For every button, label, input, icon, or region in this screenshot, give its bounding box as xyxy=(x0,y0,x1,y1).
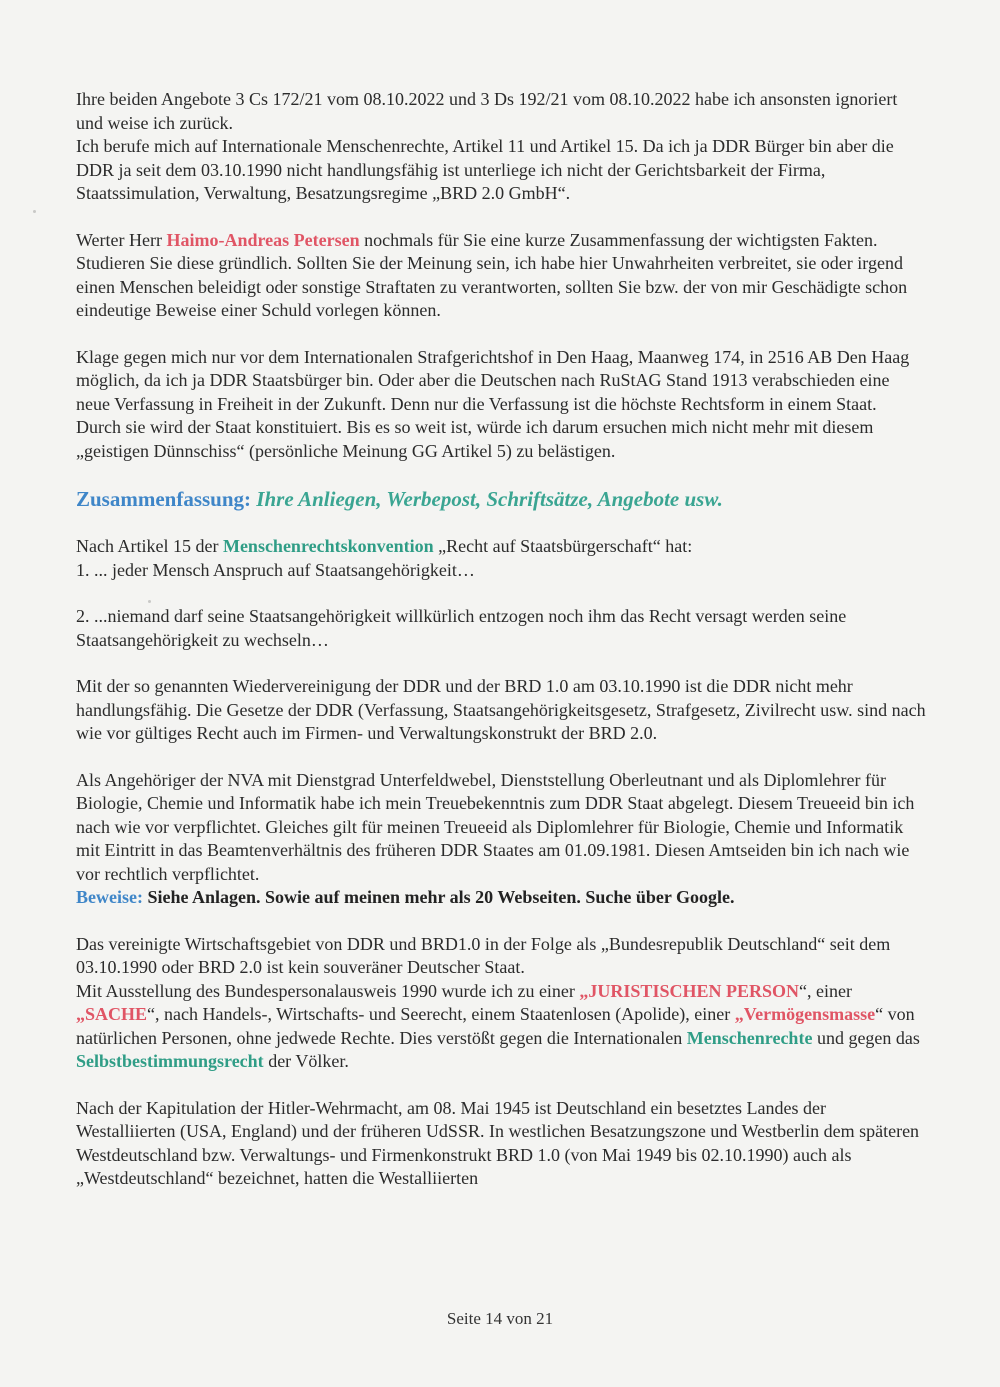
page-number: Seite 14 von 21 xyxy=(446,1309,554,1328)
evidence-text: Siehe Anlagen. Sowie auf meinen mehr als 20 Webseiten. Suche über Google. xyxy=(142,887,735,907)
paragraph-text: Mit Ausstellung des Bundespersonalausweis 1990 wurde ich zu einer xyxy=(76,980,580,1001)
paragraph-court: Klage gegen mich nur vor dem Internationalen Strafgerichtshof in Den Haag, Maanweg 174, in 2516 AB Den Haag möglich, da ich ja DDR Staatsbürger bin. Oder aber die Deutschen nach RuStAG Stand 1913 verabschieden eine neue Verfassung in Freiheit in der Zukunft. Denn nur die Verfassung ist die höchste Rechtsform in einem Staat. Durch sie wird der Staat konstituiert. Bis es so weit ist, würde ich darum ersuchen mich nicht mehr mit diesem „geistigen Dünnschiss“ (persönliche Meinung GG Artikel 5) zu belästigen. xyxy=(76,346,910,461)
heading-label: Zusammenfassung: xyxy=(76,487,252,511)
paragraph-text: “, nach Handels-, Wirtschafts- und Seerecht, einem Staatenlosen (Apolide), einer xyxy=(147,1004,735,1024)
paragraph-reunification: Mit der so genannten Wiedervereinigung der DDR und der BRD 1.0 am 03.10.1990 ist die DDR nicht mehr handlungsfähig. Die Gesetze der DDR (Verfassung, Staatsangehörigkeitsgesetz, Strafgesetz, Zivilrecht usw. sind nach wie vor gültiges Recht auch im Firmen- und Verwaltungskonstrukt der BRD 2.0. xyxy=(76,676,926,743)
highlight-term: Menschenrechtskonvention xyxy=(222,536,434,556)
highlight-term: „SACHE xyxy=(76,1004,148,1024)
paragraph-text: Das vereinigte Wirtschaftsgebiet von DDR und BRD1.0 in der Folge als „Bundesrepublik Deutschland“ seit dem 03.10.1990 oder BRD 2.0 ist kein souveräner Deutscher Staat. xyxy=(76,933,891,977)
paragraph-text: “, einer xyxy=(798,980,852,1001)
paragraph-text: nochmals für Sie eine kurze Zusammenfassung der wichtigsten Fakten. Studieren Sie diese gründlich. Sollten Sie der Meinung sein, ich habe hier Unwahrheiten verbreitet, sie oder irgend einen Menschen beleidigt oder sonstige Straftaten zu verantworten, sollten Sie bzw. der von mir Geschädigte schon eindeutige Beweise einer Schuld vorlegen können. xyxy=(76,229,908,320)
paragraph-text: „Recht auf Staatsbürgerschaft“ hat: xyxy=(433,536,693,556)
highlight-term: „JURISTISCHEN PERSON xyxy=(579,980,799,1001)
highlight-term: Selbstbestimmungsrecht xyxy=(76,1051,264,1071)
list-item: 2. ...niemand darf seine Staatsangehörigkeit willkürlich entzogen noch ihm das Recht versagt werden seine Staatsangehörigkeit zu wechseln… xyxy=(76,606,847,650)
paragraph-text: “ von natürlichen Personen, ohne jedwede Rechte. Dies verstößt gegen die Internationalen xyxy=(76,1004,915,1048)
paragraph-offers xyxy=(76,88,926,206)
evidence-label: Beweise: xyxy=(76,887,143,907)
paragraph-text: Als Angehöriger der NVA mit Dienstgrad Unterfeldwebel, Dienststellung Oberleutnant und als Diplomlehrer für Biologie, Chemie und Informatik habe ich mein Treuebekenntnis zum DDR Staat abgelegt. Diesem Treueeid bin ich nach wie vor verpflichtet. Gleiches gilt für meinen Treueeid als Diplomlehrer für Biologie, Chemie und Informatik mit Eintritt in das Beamtenverhältnis des früheren DDR Staates am 01.09.1981. Diesen Amtseiden bin ich nach wie vor rechtlich verpflichtet. xyxy=(76,769,915,884)
paragraph-text: Ihre beiden Angebote 3 Cs 172/21 vom 08.10.2022 und 3 Ds 192/21 vom 08.10.2022 habe ich ansonsten ignoriert und weise ich zurück. xyxy=(76,89,898,133)
heading-subtitle: Ihre Anliegen, Werbepost, Schriftsätze, Angebote usw. xyxy=(251,487,723,511)
paragraph-address xyxy=(76,229,926,323)
section-heading xyxy=(76,486,926,512)
paragraph-text: der Völker. xyxy=(263,1051,349,1071)
letter-body xyxy=(76,88,926,1214)
paragraph-nva xyxy=(76,769,926,910)
paragraph-article15 xyxy=(76,535,926,582)
scan-speck xyxy=(33,210,36,213)
highlight-term: „Vermögensmasse xyxy=(734,1004,876,1024)
highlight-term: Menschenrechte xyxy=(686,1027,813,1048)
recipient-name: Haimo-Andreas Petersen xyxy=(166,229,360,250)
list-item: 1. ... jeder Mensch Anspruch auf Staatsangehörigkeit… xyxy=(76,559,475,580)
paragraph-text: und gegen das xyxy=(812,1027,920,1048)
paragraph-brd xyxy=(76,933,926,1074)
paragraph-text: Nach Artikel 15 der xyxy=(76,536,223,556)
paragraph-text: Ich berufe mich auf Internationale Menschenrechte, Artikel 11 und Artikel 15. Da ich ja DDR Bürger bin aber die DDR ja seit dem 03.10.1990 nicht handlungsfähig ist unterliege ich nicht der Gerichtsbarkeit der Firma, Staatssimulation, Verwaltung, Besatzungsregime „BRD 2.0 GmbH“. xyxy=(76,136,894,203)
paragraph-capitulation: Nach der Kapitulation der Hitler-Wehrmacht, am 08. Mai 1945 ist Deutschland ein besetztes Landes der Westalliierten (USA, England) und der früheren UdSSR. In westlichen Besatzungszone und Westberlin dem späteren Westdeutschland bzw. Verwaltungs- und Firmenkonstrukt BRD 1.0 (von Mai 1949 bis 02.10.1990) auch als „Westdeutschland“ bezeichnet, hatten die Westalliierten xyxy=(76,1097,920,1188)
paragraph-text: Werter Herr xyxy=(76,229,167,250)
